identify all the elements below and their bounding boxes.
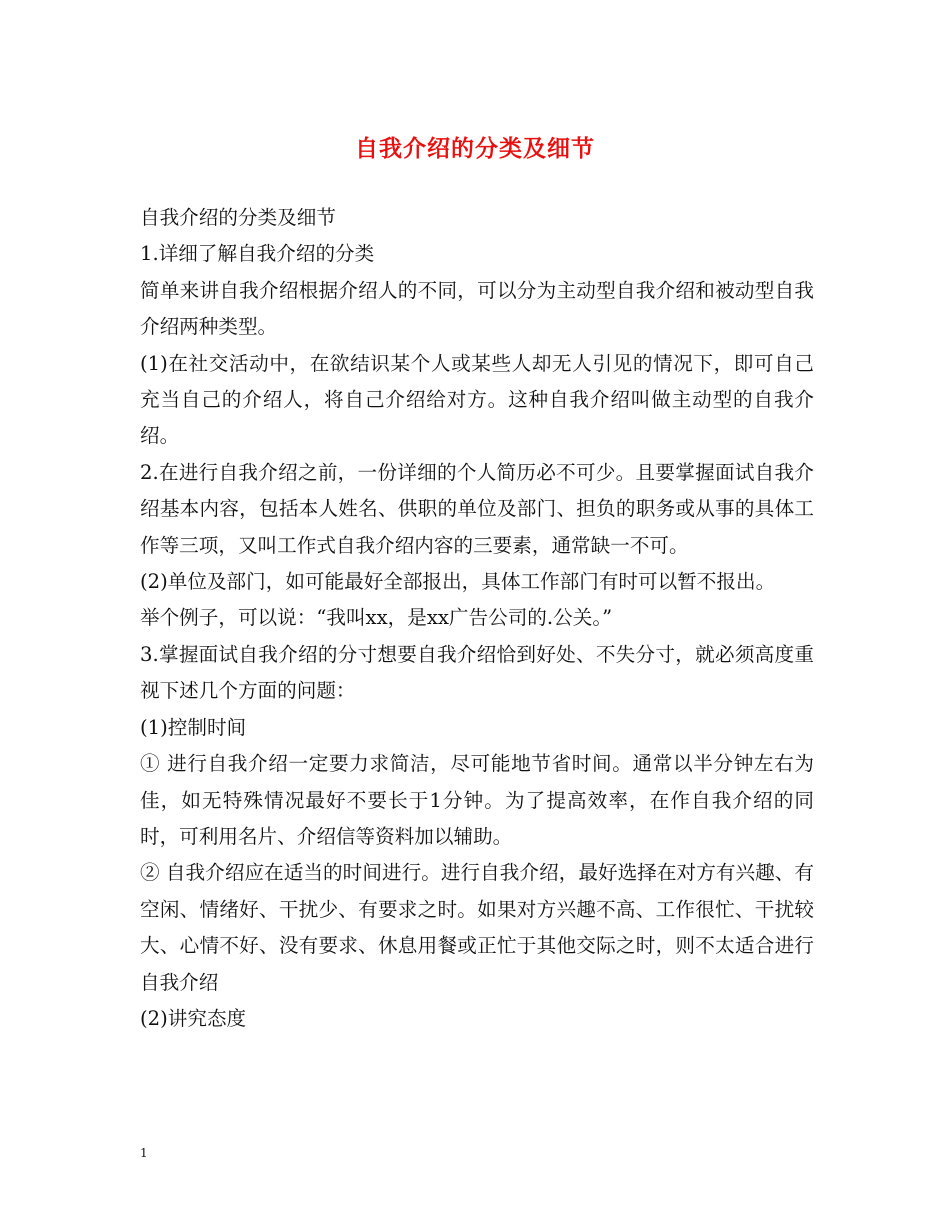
- paragraph-subtitle: 自我介绍的分类及细节: [140, 206, 336, 229]
- paragraph-example: 举个例子，可以说：“我叫xx，是xx广告公司的.公关。”: [140, 606, 613, 630]
- document-title: 自我介绍的分类及细节: [355, 135, 595, 162]
- paragraph-department: (2)单位及部门，如可能最好全部报出，具体工作部门有时可以暂不报出。: [140, 570, 776, 594]
- paragraph-section-1-heading: 1.详细了解自我介绍的分类: [140, 242, 375, 266]
- paragraph-section-3: 3.掌握面试自我介绍的分寸想要自我介绍恰到好处、不失分寸，就必须高度重视下述几个方面的问题：: [140, 642, 814, 703]
- paragraph-active-introduction: (1)在社交活动中，在欲结识某个人或某些人却无人引见的情况下，即可自己充当自己的介绍人，将自己介绍给对方。这种自我介绍叫做主动型的自我介绍。: [140, 351, 814, 448]
- paragraph-control-time-heading: (1)控制时间: [140, 715, 247, 739]
- document-body: [140, 200, 814, 1037]
- paragraph-section-2: 2.在进行自我介绍之前，一份详细的个人简历必不可少。且要掌握面试自我介绍基本内容，包括本人姓名、供职的单位及部门、担负的职务或从事的具体工作等三项，又叫工作式自我介绍内容的三要素，通常缺一不可。: [140, 460, 814, 557]
- page-number: 1: [140, 1146, 148, 1160]
- paragraph-section-1-text: 简单来讲自我介绍根据介绍人的不同，可以分为主动型自我介绍和被动型自我介绍两种类型。: [140, 278, 814, 339]
- paragraph-point-2: ② 自我介绍应在适当的时间进行。进行自我介绍，最好选择在对方有兴趣、有空闲、情绪好、干扰少、有要求之时。如果对方兴趣不高、工作很忙、干扰较大、心情不好、没有要求、休息用餐或正忙于其他交际之时，则不太适合进行自我介绍: [140, 861, 814, 994]
- paragraph-point-1: ① 进行自我介绍一定要力求简洁，尽可能地节省时间。通常以半分钟左右为佳，如无特殊情况最好不要长于1分钟。为了提高效率，在作自我介绍的同时，可利用名片、介绍信等资料加以辅助。: [140, 752, 814, 848]
- paragraph-attitude-heading: (2)讲究态度: [140, 1006, 247, 1030]
